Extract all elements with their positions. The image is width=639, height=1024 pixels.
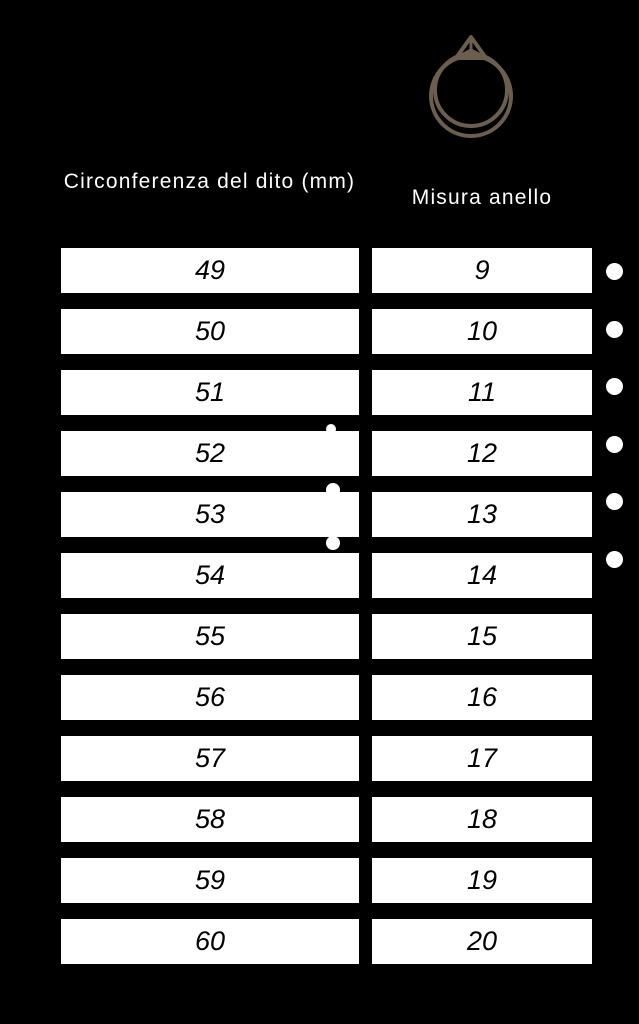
column-header-ring-size: Misura anello xyxy=(411,186,553,209)
table-row xyxy=(0,488,639,549)
table-header xyxy=(0,158,639,238)
cell-circumference: 57 xyxy=(57,732,363,785)
cell-circumference: 49 xyxy=(57,244,363,297)
cell-ring-size: 18 xyxy=(368,793,596,846)
cell-ring-size: 20 xyxy=(368,915,596,968)
cell-circumference: 55 xyxy=(57,610,363,663)
cell-ring-size: 13 xyxy=(368,488,596,541)
cell-ring-size: 19 xyxy=(368,854,596,907)
cell-ring-size: 17 xyxy=(368,732,596,785)
decor-dot xyxy=(606,493,623,510)
cell-circumference: 58 xyxy=(57,793,363,846)
cell-circumference: 52 xyxy=(57,427,363,480)
cell-ring-size: 10 xyxy=(368,305,596,358)
decor-mark xyxy=(326,483,340,497)
table-row xyxy=(0,732,639,793)
table-row xyxy=(0,305,639,366)
table-row xyxy=(0,793,639,854)
table-row xyxy=(0,610,639,671)
decor-dot xyxy=(606,436,623,453)
decor-mark xyxy=(326,424,336,434)
cell-ring-size: 16 xyxy=(368,671,596,724)
cell-ring-size: 12 xyxy=(368,427,596,480)
table-row xyxy=(0,244,639,305)
table-row xyxy=(0,671,639,732)
decor-dot xyxy=(606,263,623,280)
table-row xyxy=(0,366,639,427)
cell-circumference: 59 xyxy=(57,854,363,907)
cell-ring-size: 9 xyxy=(368,244,596,297)
cell-ring-size: 14 xyxy=(368,549,596,602)
decor-dot xyxy=(606,378,623,395)
table-row xyxy=(0,549,639,610)
decor-dot xyxy=(606,321,623,338)
cell-circumference: 53 xyxy=(57,488,363,541)
column-header-circumference: Circonferenza del dito (mm) xyxy=(63,170,356,193)
cell-circumference: 50 xyxy=(57,305,363,358)
cell-ring-size: 11 xyxy=(368,366,596,419)
table-row xyxy=(0,854,639,915)
ring-icon xyxy=(420,28,530,143)
table-row xyxy=(0,915,639,976)
cell-ring-size: 15 xyxy=(368,610,596,663)
cell-circumference: 54 xyxy=(57,549,363,602)
decor-mark xyxy=(326,536,340,550)
cell-circumference: 51 xyxy=(57,366,363,419)
cell-circumference: 56 xyxy=(57,671,363,724)
decor-dot xyxy=(606,551,623,568)
size-table xyxy=(0,244,639,976)
cell-circumference: 60 xyxy=(57,915,363,968)
table-row xyxy=(0,427,639,488)
